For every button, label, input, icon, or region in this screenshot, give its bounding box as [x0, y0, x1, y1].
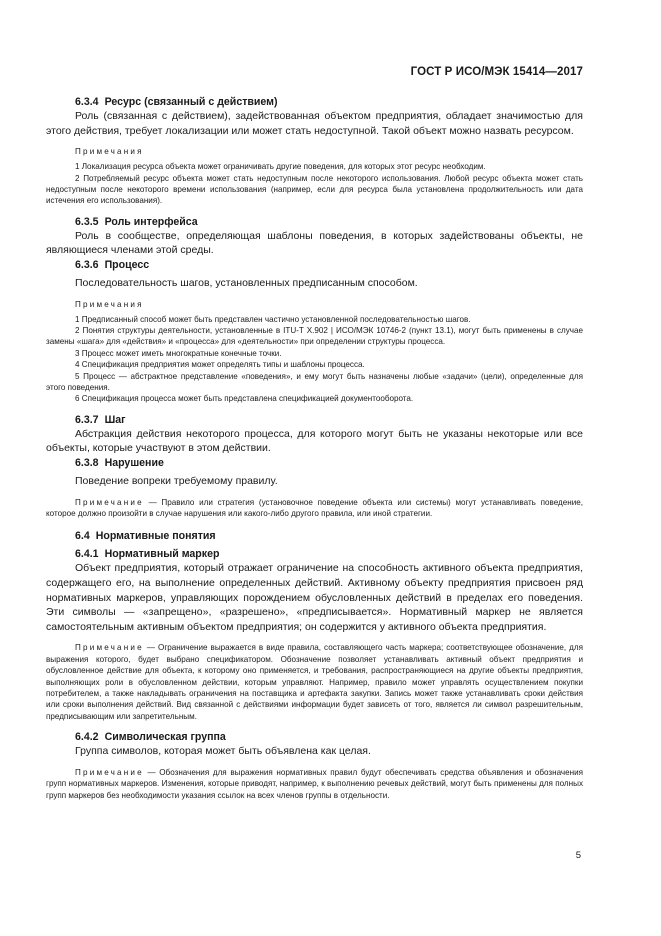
- section-title: Роль интерфейса: [104, 215, 198, 228]
- section-heading-6-3-4: [46, 95, 583, 109]
- note-item: 4 Спецификация предприятия может определять типы и шаблоны процесса.: [75, 360, 365, 370]
- section-number: 6.4.2: [75, 731, 99, 744]
- note-label: Примечание: [75, 643, 144, 653]
- notes-heading: Примечания: [75, 299, 144, 309]
- note-text: — Обозначения для выражения нормативных правил будут обеспечивать средства объявления и обозначения групп нормативных маркеров. Изменения, которые приводят, например, к выполнению речевых действий, могут быть применены для полных групп маркеров без необходимости указания ссылок на всех членов группы в отдельности.: [46, 767, 583, 800]
- page-number: 5: [575, 850, 581, 861]
- section-heading-6-3-7: [46, 413, 583, 427]
- section-title: Шаг: [104, 413, 126, 426]
- note-item: 1 Локализация ресурса объекта может ограничивать другие поведения, для которых этот ресурс необходим.: [75, 162, 486, 172]
- section-body: Роль в сообществе, определяющая шаблоны поведения, в которых задействованы объекты, не являющиеся членами этой среды.: [46, 229, 583, 257]
- section-heading-6-4-2: [46, 730, 583, 744]
- note-text: — Ограничение выражается в виде правила, составляющего часть маркера; соответствующее обозначение, для выражения которого, будет выбрано спецификатором. Обозначение позволяет устанавливать активный объект предприятия и обусловленное действие для объекта, к которому оно применяется, и требования, распространяющиеся на другие объекты предприятия, выполняющих роли в обусловленном действии, которым управляют. Например, правило может управлять осуществлением покупки потребителем, а также накладывать ограничения на поставщика и артефакта закупки. Запись может также устанавливать сроки действия или сроки выполнения действий. Вид связанной с действиями информации будет зависеть от того, является ли символ разрешительным, предписывающим или запретительным.: [46, 643, 583, 721]
- note-item: 1 Предписанный способ может быть представлен частично установленной последовательностью шагов.: [75, 314, 471, 324]
- note-paragraph: [46, 497, 583, 520]
- note-item: 3 Процесс может иметь многократные конечные точки.: [75, 348, 282, 358]
- note-label: Примечание: [75, 767, 144, 777]
- section-heading-6-3-5: [46, 215, 583, 229]
- page-content: [46, 95, 583, 801]
- section-heading-6-4: [46, 529, 583, 543]
- notes-heading: Примечания: [75, 147, 144, 157]
- section-title: Символическая группа: [104, 731, 226, 744]
- section-heading-6-3-8: [46, 456, 583, 470]
- section-number: 6.4: [75, 530, 90, 543]
- section-number: 6.3.5: [75, 215, 99, 228]
- section-body: Группа символов, которая может быть объявлена как целая.: [75, 745, 371, 758]
- note-paragraph: [46, 767, 583, 801]
- document-header: ГОСТ Р ИСО/МЭК 15414—2017: [410, 66, 583, 78]
- note-text: — Правило или стратегия (установочное поведение объекта или системы) могут устанавливать поведение, которое должно произойти в случае нарушения или какого-либо другого правила, или иной стратегии.: [46, 497, 583, 519]
- note-item: 2 Понятия структуры деятельности, установленные в ITU-T X.902 | ИСО/МЭК 10746-2 (пункт 13.1), могут быть применены в случае замены «шага» для «действия» и «процесса» для «деятельности» при определении структуры процесса.: [46, 326, 583, 347]
- section-body: Объект предприятия, который отражает ограничение на способность активного объекта предприятия, содержащего его, на выполнение определенных действий. Активному объекту предприятия присвоен ряд нормативных маркеров, управляющих порождением обусловленных действий в пределах его поведения. Эти символы — «запрещено», «разрешено», «предписывается». Нормативный маркер не является самостоятельным активным объектом предприятия; он содержится у активного объекта предприятия.: [46, 562, 583, 633]
- section-title: Нарушение: [104, 457, 164, 470]
- note-item: 6 Спецификация процесса может быть представлена спецификацией документооборота.: [75, 394, 414, 404]
- section-body: Последовательность шагов, установленных предписанным способом.: [75, 277, 418, 289]
- note-item: 2 Потребляемый ресурс объекта может стать недоступным после некоторого использования. Любой ресурс объекта может стать недоступным после некоторого времени использования (например, если для ресурса была установлена продолжительность или дата истечения его использования).: [46, 173, 583, 206]
- section-heading-6-3-6: [46, 258, 583, 272]
- section-number: 6.3.7: [75, 413, 99, 426]
- section-body: Роль (связанная с действием), задействованная объектом предприятия, обладает значимостью для этого действия, требует локализации или может стать недоступной. Такой объект можно назвать ресурсом.: [46, 110, 583, 137]
- section-body: Абстракция действия некоторого процесса, для которого могут быть не указаны некоторые или все объекты, которые участвуют в этом действии.: [46, 427, 583, 455]
- section-number: 6.3.4: [75, 96, 99, 108]
- section-title: Процесс: [104, 259, 150, 271]
- note-label: Примечание: [75, 497, 144, 507]
- section-number: 6.3.6: [75, 259, 99, 271]
- section-body: Поведение вопреки требуемому правилу.: [75, 475, 278, 488]
- section-heading-6-4-1: [46, 547, 583, 561]
- section-number: 6.3.8: [75, 457, 99, 470]
- note-item: 5 Процесс — абстрактное представление «поведения», и ему могут быть назначены любые «задачи» (цели), определенные для этого поведения.: [46, 371, 583, 393]
- section-title: Нормативный маркер: [104, 548, 220, 561]
- section-number: 6.4.1: [75, 548, 99, 561]
- section-title: Нормативные понятия: [95, 530, 216, 543]
- note-paragraph: [46, 642, 583, 722]
- section-title: Ресурс (связанный с действием): [104, 96, 278, 108]
